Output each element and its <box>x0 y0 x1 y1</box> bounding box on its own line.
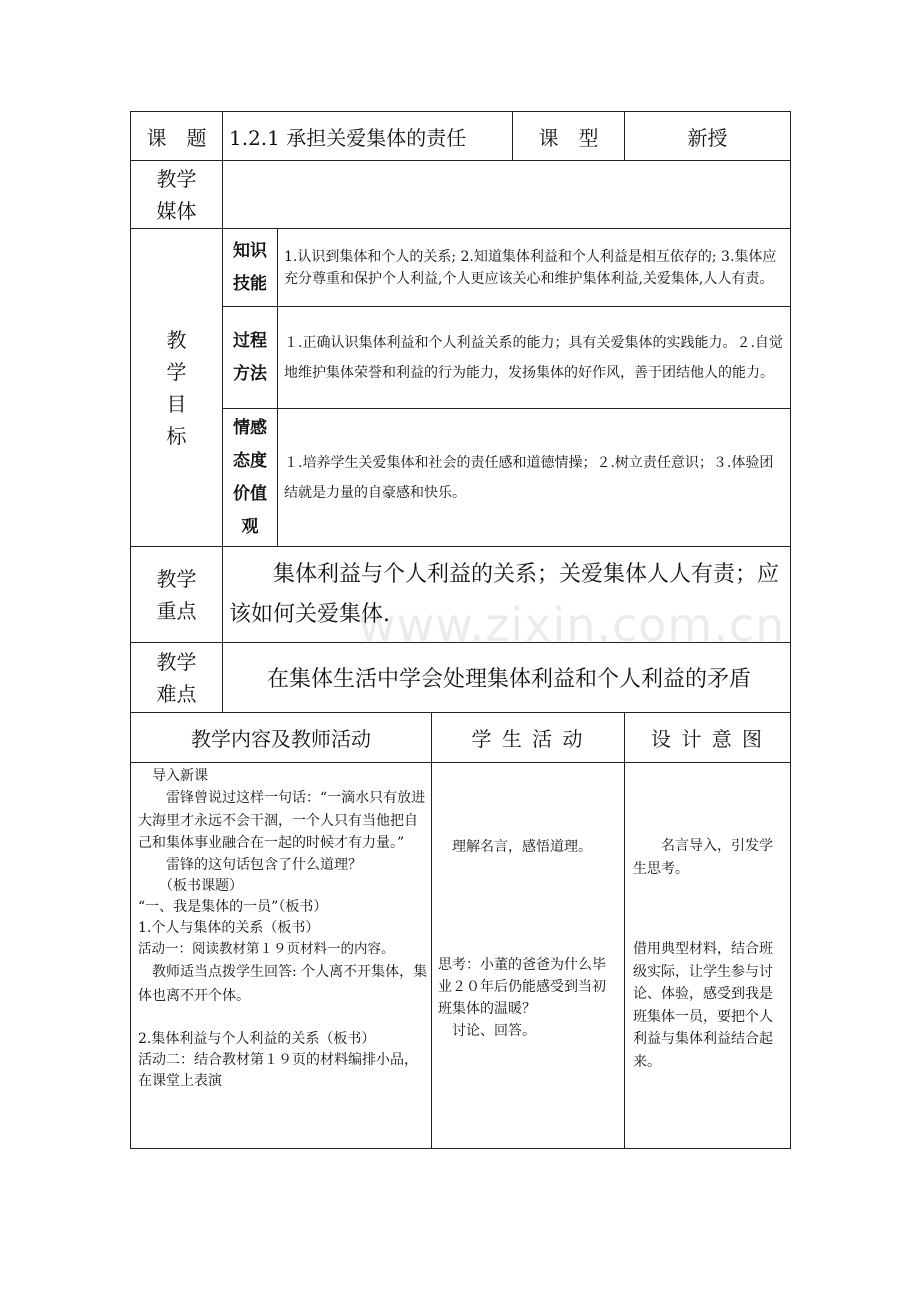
media-value <box>223 161 791 229</box>
goal-emotion-row <box>131 409 791 547</box>
media-label: 教学 媒体 <box>131 161 223 229</box>
teacher-line: （板书课题） <box>138 877 243 894</box>
watermark: www.zixin.com.cn <box>358 598 786 652</box>
goal-process-row <box>131 307 791 409</box>
difficulty-label: 教学 难点 <box>131 643 223 713</box>
knowledge-label: 知识 技能 <box>223 229 278 307</box>
difficulty-text: 在集体生活中学会处理集体利益和个人利益的矛盾 <box>223 643 791 713</box>
student-col-header: 学 生 活 动 <box>432 713 625 763</box>
teacher-line: 1.个人与集体的关系（板书） <box>138 919 320 936</box>
teacher-line: 雷锋的这句话包含了什么道理？ <box>138 856 362 873</box>
teacher-line <box>138 1008 428 1029</box>
teacher-col-header: 教学内容及教师活动 <box>131 713 432 763</box>
teacher-line: “一、我是集体的一员”（板书） <box>138 898 328 915</box>
teacher-line: 活动一：阅读教材第１９页材料一的内容。 <box>138 940 395 957</box>
key-points-text: 集体利益与个人利益的关系；关爱集体人人有责；应该如何关爱集体. <box>223 547 791 643</box>
media-row <box>131 161 791 229</box>
header-row <box>131 112 791 161</box>
teacher-activity-cell <box>131 763 432 1149</box>
student-line: 理解名言，感悟道理。 <box>438 839 592 855</box>
design-line: 借用典型材料，结合班级实际，让学生参与讨论、体验，感受到我是班集体一员，要把个人利益与集体利益结合起来。 <box>633 941 774 1070</box>
student-line: 讨论、回答。 <box>438 1023 536 1039</box>
design-col-header: 设 计 意 图 <box>625 713 791 763</box>
key-points-label: 教学 重点 <box>131 547 223 643</box>
teacher-line: 活动二：结合教材第１９页的材料编排小品，在课堂上表演 <box>138 1051 418 1089</box>
activity-content-row <box>131 763 791 1149</box>
goal-knowledge-row <box>131 229 791 307</box>
teacher-line: 雷锋曾说过这样一句话：“一滴水只有放进大海里才永远不会干涸，一个人只有当他把自己和集体事业融合在一起的时候才有力量。” <box>138 790 426 851</box>
emotion-label: 情感 态度 价值 观 <box>223 409 278 547</box>
key-points-row <box>131 547 791 643</box>
topic-label: 课 题 <box>131 112 223 161</box>
type-value: 新授 <box>625 112 791 161</box>
design-line: 名言导入，引发学生思考。 <box>633 838 774 877</box>
teacher-line: 导入新课 <box>138 768 208 784</box>
activity-header-row <box>131 713 791 763</box>
difficulty-row <box>131 643 791 713</box>
teacher-line: 教师适当点拨学生回答: 个人离不开集体，集体也离不开个体。 <box>138 963 428 1004</box>
student-activity-cell <box>432 763 625 1149</box>
process-label: 过程 方法 <box>223 307 278 409</box>
type-label: 课 型 <box>513 112 625 161</box>
student-line: 思考：小董的爸爸为什么毕业２０年后仍能感受到当初班集体的温暖？ <box>438 957 606 1017</box>
goals-label: 教 学 目 标 <box>131 229 223 547</box>
knowledge-text: 1.认识到集体和个人的关系; 2.知道集体利益和个人利益是相互依存的; 3.集体应充分尊重和保护个人利益,个人更应该关心和维护集体利益,关爱集体,人人有责。 <box>278 229 791 307</box>
design-intent-cell <box>625 763 791 1149</box>
lesson-plan-table <box>130 111 791 1149</box>
process-text: １.正确认识集体利益和个人利益关系的能力；具有关爱集体的实践能力。２.自觉地维护集体荣誉和利益的行为能力，发扬集体的好作风，善于团结他人的能力。 <box>278 307 791 409</box>
teacher-line: 2.集体利益与个人利益的关系（板书） <box>138 1030 376 1047</box>
topic-value: 1.2.1 承担关爱集体的责任 <box>223 112 513 161</box>
emotion-text: １.培养学生关爱集体和社会的责任感和道德情操；２.树立责任意识；３.体验团结就是力量的自豪感和快乐。 <box>278 409 791 547</box>
